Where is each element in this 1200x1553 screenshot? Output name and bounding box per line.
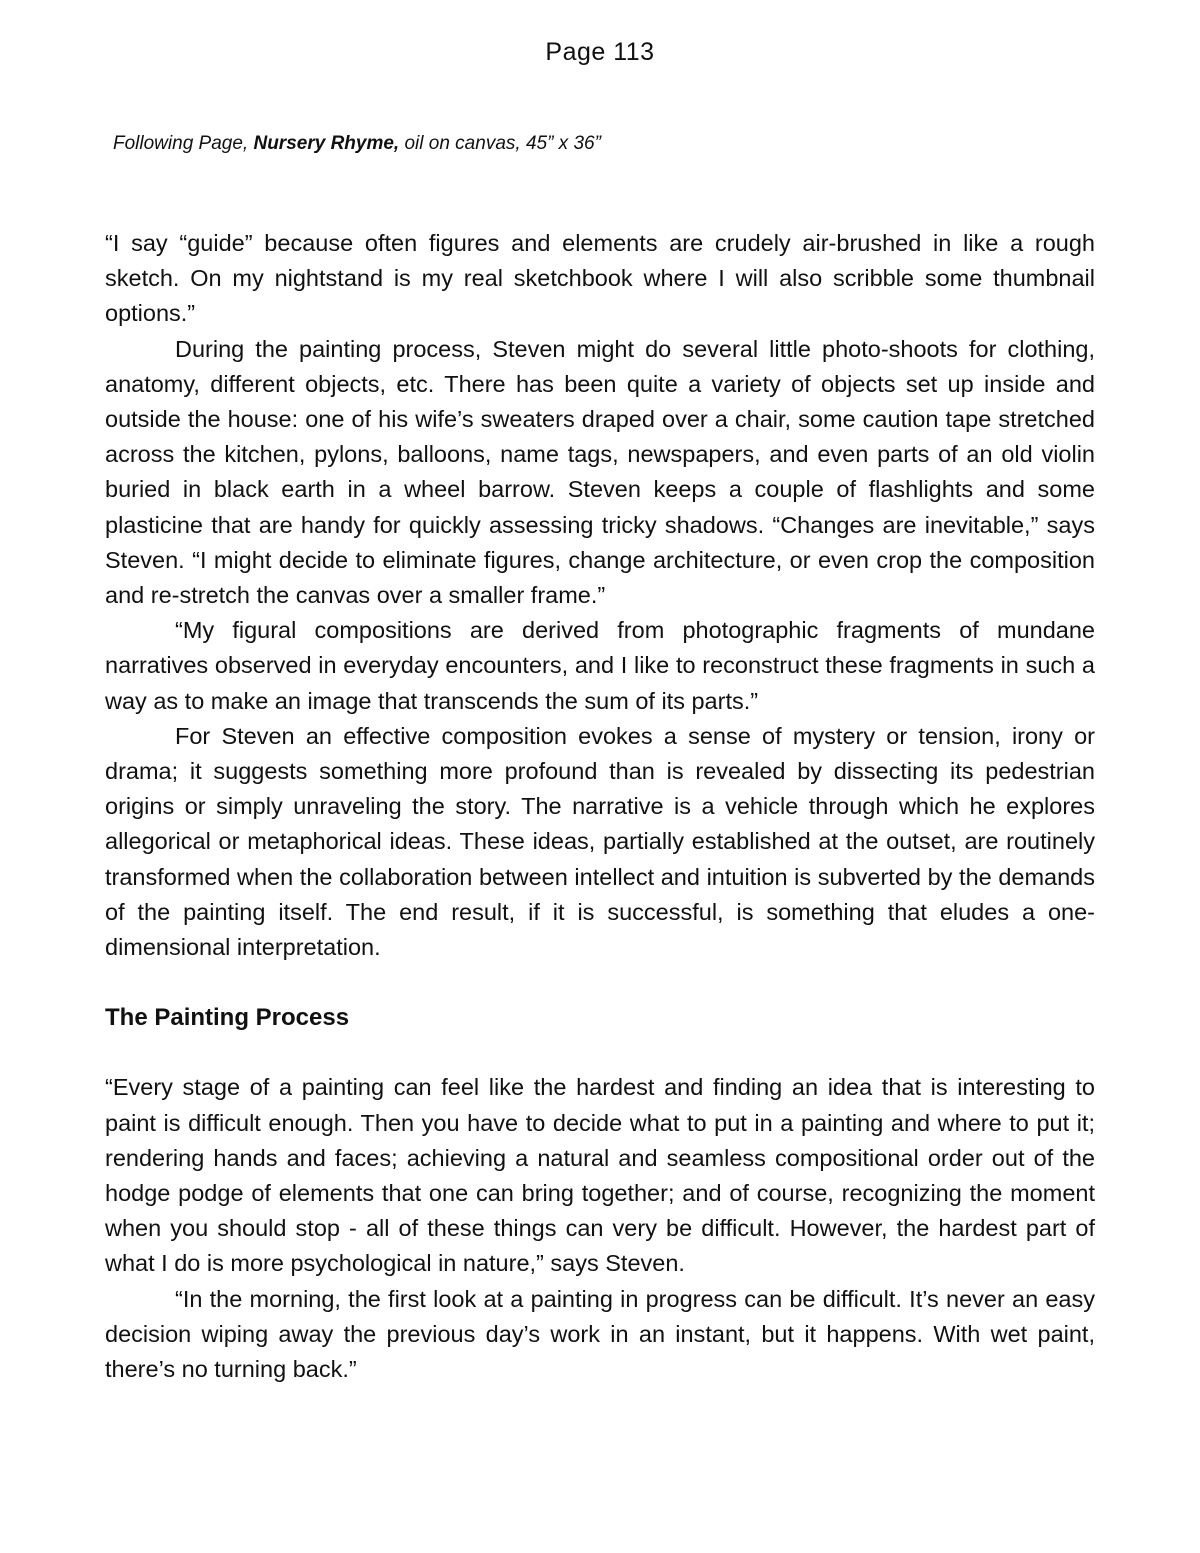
body-paragraph: “In the morning, the first look at a painting in progress can be difficult. It’s never an easy decision wiping away the previous day’s work in an instant, but it happens. With wet paint, there’s no turning back.” — [105, 1285, 1095, 1383]
caption-artwork-title: Nursery Rhyme, — [253, 133, 400, 154]
body-paragraph: “My figural compositions are derived from photographic fragments of mundane narratives observed in everyday encounters, and I like to reconstruct these fragments in such a way as to make an image that transcends the sum of its parts.” — [105, 617, 1095, 714]
figure-caption — [113, 133, 601, 155]
body-paragraph: During the painting process, Steven might do several little photo-shoots for clothing, anatomy, different objects, etc. There has been quite a variety of objects set up inside and outside the house: one of his wife’s sweaters draped over a chair, some caution tape stretched across the kitchen, pylons, balloons, name tags, newspapers, and even parts of an old violin buried in black earth in a wheel barrow. Steven keeps a couple of flashlights and some plasticine that are handy for quickly assessing tricky shadows. “Changes are inevitable,” says Steven. “I might decide to eliminate figures, change architecture, or even crop the composition and re-stretch the canvas over a smaller frame.” — [105, 335, 1095, 609]
page-number: Page 113 — [545, 38, 655, 66]
body-paragraph: For Steven an effective composition evokes a sense of mystery or tension, irony or drama; it suggests something more profound than is revealed by dissecting its pedestrian origins or simply unraveling the story. The narrative is a vehicle through which he explores allegorical or metaphorical ideas. These ideas, partially established at the outset, are routinely transformed when the collaboration between intellect and intuition is subverted by the demands of the painting itself. The end result, if it is successful, is something that eludes a one-dimensional interpretation. — [105, 722, 1095, 961]
caption-details: oil on canvas, 45” x 36” — [399, 133, 601, 154]
article-body — [105, 226, 1095, 1387]
body-paragraph: “I say “guide” because often figures and elements are crudely air-brushed in like a rough sketch. On my nightstand is my real sketchbook where I will also scribble some thumbnail options.” — [105, 230, 1095, 327]
caption-prefix: Following Page, — [113, 133, 254, 154]
body-paragraph: “Every stage of a painting can feel like the hardest and finding an idea that is interesting to paint is difficult enough. Then you have to decide what to put in a painting and where to put it; rendering hands and faces; achieving a natural and seamless compositional order out of the hodge podge of elements that one can bring together; and of course, recognizing the moment when you should stop - all of these things can very be difficult. However, the hardest part of what I do is more psychological in nature,” says Steven. — [105, 1074, 1095, 1277]
section-heading: The Painting Process — [105, 1004, 350, 1032]
